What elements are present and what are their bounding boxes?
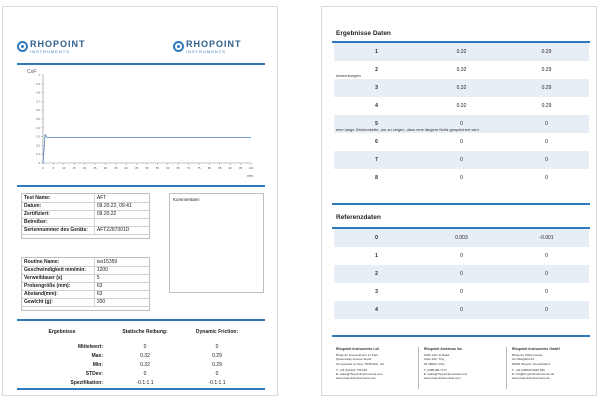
logo-sub: INSTRUMENTS xyxy=(30,49,70,54)
ergebnisse-cell: 7 xyxy=(375,157,378,163)
ergebnisse-cell: 0 xyxy=(545,157,548,163)
referenz-row xyxy=(334,301,589,319)
routine-table xyxy=(22,258,149,307)
results-cell: 0 xyxy=(215,370,219,377)
x-tick-label: 40 xyxy=(124,166,128,170)
info-value: AFT2287001D xyxy=(94,226,149,234)
results-row xyxy=(21,342,261,351)
x-tick-label: 60 xyxy=(166,166,170,170)
ergebnisse-cell: 5 xyxy=(375,121,378,127)
footer-line: T: (248)495-7171 xyxy=(424,367,447,372)
logo-sub: INSTRUMENTS xyxy=(186,49,226,54)
info-value: 09.20.22, 09:41 xyxy=(94,202,149,210)
rhopoint-logo-icon xyxy=(173,41,184,52)
footer-address xyxy=(424,347,504,380)
ergebnisse-cell: 8 xyxy=(375,175,378,181)
x-tick-label: 0 xyxy=(42,166,44,170)
x-tick-label: 50 xyxy=(145,166,149,170)
footer-line: T: +44 (0)1424 739 622 xyxy=(336,367,368,372)
x-tick-label: 100 xyxy=(248,166,254,170)
y-tick-label: 0.9 xyxy=(36,81,40,86)
header-rule xyxy=(17,63,265,65)
footer-line: 1000 John R Road, xyxy=(424,353,450,358)
footer-line: Rhopoint Office Center, xyxy=(512,353,544,358)
ergebnisse-cell: 0.29 xyxy=(541,67,552,73)
routine-value: 63 xyxy=(94,282,149,290)
x-tick-label: 35 xyxy=(114,166,118,170)
footer-line: St Leonards on Sea, TN38 9AG, UK xyxy=(336,361,385,366)
x-tick-label: 65 xyxy=(176,166,180,170)
y-tick-label: 1 xyxy=(38,73,40,77)
y-tick-label: 0.6 xyxy=(36,108,40,113)
footer-line: Am Weiglfeld 24, xyxy=(512,357,535,362)
footer-line: Rhopoint House Enviro 21 Park, xyxy=(336,353,379,358)
footer-line: Queensway Avenue South, xyxy=(336,357,373,362)
ergebnisse-row xyxy=(334,61,589,79)
info-label: Betreiber: xyxy=(22,218,94,226)
info-value: 09.20.22 xyxy=(94,210,149,218)
ergebnisse-cell: 0 xyxy=(460,139,463,145)
footer-line: www.rhopointinstruments.com xyxy=(336,376,377,381)
ergebnisse-row xyxy=(334,79,589,97)
footer-company: Rhopoint Instruments Ltd xyxy=(336,347,379,351)
ergebnisse-row xyxy=(334,151,589,169)
ergebnisse-row xyxy=(334,169,589,187)
results-cell: 0.29 xyxy=(212,361,222,368)
anmerkungen-note: Anmerkungen xyxy=(336,73,361,78)
ergebnisse-cell: 0.29 xyxy=(541,49,552,55)
referenz-cell: 4 xyxy=(375,307,378,313)
x-tick-label: 30 xyxy=(103,166,107,170)
ergebnisse-row xyxy=(334,43,589,61)
referenz-cell: 0 xyxy=(545,307,548,313)
ergebnisse-cell: 0 xyxy=(545,175,548,181)
results-cell: 0.29 xyxy=(212,352,222,359)
comments-box xyxy=(169,193,264,293)
footer-line: T: +49 (0)8020 9044 669 xyxy=(512,367,545,372)
test-info-box xyxy=(21,193,150,239)
x-tick-label: 70 xyxy=(187,166,191,170)
report-page-2 xyxy=(321,6,597,396)
x-tick-label: 20 xyxy=(83,166,87,170)
results-cell: Mittelwert: xyxy=(78,343,103,350)
ergebnisse-title: Ergebnisse Daten xyxy=(336,30,391,37)
results-header: Dynamic Friction: xyxy=(195,328,239,335)
routine-value: 200 xyxy=(94,298,149,306)
ergebnisse-cell: 0 xyxy=(545,139,548,145)
x-tick-label: 95 xyxy=(239,166,243,170)
y-tick-label: 0.7 xyxy=(36,99,40,104)
footer-company: Rhopoint Instruments GmbH xyxy=(512,347,560,351)
routine-label: Routine Name: xyxy=(22,258,94,266)
footer-address xyxy=(336,347,416,380)
x-tick-label: 15 xyxy=(72,166,76,170)
referenz-cell: 0 xyxy=(375,235,378,241)
info-value xyxy=(94,218,149,226)
y-axis-label: CoF xyxy=(27,69,37,75)
y-tick-label: 0.5 xyxy=(36,117,40,121)
referenz-table xyxy=(334,229,589,319)
results-cell: -0.1:1.1 xyxy=(208,379,226,386)
ergebnisse-cell: 6 xyxy=(375,139,378,145)
referenz-cell: 3 xyxy=(375,289,378,295)
referenz-cell: 2 xyxy=(375,271,378,277)
referenz-row xyxy=(334,265,589,283)
x-tick-label: 25 xyxy=(93,166,97,170)
routine-label: Geschwindigkeit mm/min: xyxy=(22,266,94,274)
x-tick-label: 90 xyxy=(228,166,232,170)
x-tick-label: 75 xyxy=(197,166,201,170)
footer-line: www.rhopointinstruments.de xyxy=(512,376,550,381)
routine-row xyxy=(22,258,149,266)
routine-value: iso15359 xyxy=(94,258,149,266)
referenz-cell: 0.003 xyxy=(455,235,468,241)
results-cell: 0 xyxy=(143,343,147,350)
y-tick-label: 0 xyxy=(38,161,40,165)
referenz-cell: 0 xyxy=(545,289,548,295)
footer-separator xyxy=(506,347,507,389)
routine-value: 5 xyxy=(94,274,149,282)
footer-rule xyxy=(17,388,265,390)
footer-line: Suite 209, Troy, xyxy=(424,357,445,362)
routine-row xyxy=(22,298,149,306)
logo-name: RHOPOINT xyxy=(30,39,86,49)
routine-label: Probengröße (mm): xyxy=(22,282,94,290)
ergebnisse-cell: 0.29 xyxy=(541,103,552,109)
info-value: AFT xyxy=(94,194,149,202)
ergebnisse-row xyxy=(334,133,589,151)
referenz-row xyxy=(334,247,589,265)
info-label: Seriennummer des Geräts: xyxy=(22,226,94,234)
long-note: eine lange Zeichenkette, um zu zeigen, dass eine längere Notiz gespeichert wird xyxy=(336,127,479,132)
footer-company: Rhopoint Americas Inc. xyxy=(424,347,463,351)
rhopoint-logo-right xyxy=(173,40,242,58)
results-cell: -0.1:1.1 xyxy=(136,379,154,386)
referenz-cell: 0 xyxy=(545,253,548,259)
results-cell: 0.32 xyxy=(140,361,150,368)
info-row xyxy=(22,194,149,202)
results-rule xyxy=(17,319,265,321)
ergebnisse-cell: 0 xyxy=(545,121,548,127)
routine-box xyxy=(21,257,150,311)
footer-line: E: sales@rhopointinstruments.com xyxy=(336,372,383,377)
results-cell: Spezifikation: xyxy=(70,379,103,386)
info-row xyxy=(22,226,149,234)
info-row xyxy=(22,210,149,218)
y-tick-label: 0.8 xyxy=(36,90,40,95)
x-tick-label: 10 xyxy=(62,166,66,170)
x-tick-label: 80 xyxy=(207,166,211,170)
footer-top-rule xyxy=(332,335,590,337)
info-row xyxy=(22,202,149,210)
referenz-cell: 0 xyxy=(460,289,463,295)
referenz-row xyxy=(334,229,589,247)
routine-row xyxy=(22,274,149,282)
info-label: Test Name: xyxy=(22,194,94,202)
footer-line: www.rhopointamericas.com xyxy=(424,376,461,381)
results-cell: STDev: xyxy=(85,370,103,377)
y-tick-label: 0.2 xyxy=(36,143,40,148)
cof-chart xyxy=(19,67,263,179)
x-axis-unit: mm xyxy=(247,174,253,178)
section-divider xyxy=(332,203,590,205)
ergebnisse-cell: 2 xyxy=(375,67,378,73)
footer-line: E: sales@rhopointamericas.com xyxy=(424,372,468,377)
results-row xyxy=(21,360,261,369)
test-info-table xyxy=(22,194,149,235)
x-tick-label: 5 xyxy=(52,166,55,170)
footer-address xyxy=(512,347,592,380)
ergebnisse-cell: 0 xyxy=(460,121,463,127)
results-row xyxy=(21,369,261,378)
results-header: Ergebnisse xyxy=(48,328,76,335)
logo-name: RHOPOINT xyxy=(186,39,242,49)
rhopoint-logo-icon xyxy=(17,41,28,52)
ergebnisse-cell: 4 xyxy=(375,103,378,109)
routine-value: 1200 xyxy=(94,266,149,274)
x-tick-label: 85 xyxy=(218,166,222,170)
rhopoint-logo xyxy=(17,40,86,58)
ergebnisse-row xyxy=(334,97,589,115)
footer-line: E: info@rhopointinstruments.de xyxy=(512,372,555,377)
info-label: Datum: xyxy=(22,202,94,210)
referenz-cell: 0 xyxy=(460,307,463,313)
ergebnisse-cell: 0 xyxy=(460,157,463,163)
ergebnisse-cell: 0.32 xyxy=(456,103,467,109)
routine-value: 63 xyxy=(94,290,149,298)
referenz-title: Referenzdaten xyxy=(336,214,381,221)
routine-label: Verweildauer (s) xyxy=(22,274,94,282)
y-tick-label: 0.4 xyxy=(36,125,40,130)
comments-label: Kommentare: xyxy=(173,197,201,202)
routine-row xyxy=(22,290,149,298)
ergebnisse-cell: 0.29 xyxy=(541,85,552,91)
report-page-1 xyxy=(2,6,278,396)
routine-row xyxy=(22,282,149,290)
referenz-cell: -0.001 xyxy=(539,235,554,241)
ergebnisse-cell: 0.32 xyxy=(456,49,467,55)
results-cell: Min: xyxy=(92,361,103,368)
results-summary xyxy=(21,327,261,387)
footer-line: 83629 Weyarn, Deutschland xyxy=(512,361,550,366)
routine-label: Abstand(mm): xyxy=(22,290,94,298)
info-row xyxy=(22,218,149,226)
referenz-cell: 0 xyxy=(545,271,548,277)
y-tick-label: 0.1 xyxy=(36,152,40,157)
results-row xyxy=(21,351,261,360)
ergebnisse-table xyxy=(334,43,589,187)
footer-separator xyxy=(418,347,419,389)
results-header: Statische Reibung: xyxy=(122,328,168,335)
x-tick-label: 45 xyxy=(135,166,139,170)
ergebnisse-cell: 3 xyxy=(375,85,378,91)
referenz-cell: 1 xyxy=(375,253,378,259)
results-cell: 0 xyxy=(143,370,147,377)
ergebnisse-cell: 1 xyxy=(375,49,378,55)
x-tick-label: 55 xyxy=(155,166,159,170)
ergebnisse-cell: 0.32 xyxy=(456,67,467,73)
ergebnisse-cell: 0 xyxy=(460,175,463,181)
routine-row xyxy=(22,266,149,274)
results-cell: 0.32 xyxy=(140,352,150,359)
routine-label: Gewicht (g): xyxy=(22,298,94,306)
referenz-cell: 0 xyxy=(460,271,463,277)
results-row xyxy=(21,378,261,387)
results-cell: 0 xyxy=(215,343,219,350)
chart-rule xyxy=(17,185,265,187)
info-label: Zertifiziert: xyxy=(22,210,94,218)
results-cell: Max: xyxy=(91,352,103,359)
referenz-row xyxy=(334,283,589,301)
results-header-row xyxy=(21,327,261,336)
footer-line: MI 48083, USA xyxy=(424,361,445,366)
referenz-cell: 0 xyxy=(460,253,463,259)
y-tick-label: 0.3 xyxy=(36,134,40,139)
ergebnisse-cell: 0.32 xyxy=(456,85,467,91)
cof-series-line xyxy=(43,135,251,163)
